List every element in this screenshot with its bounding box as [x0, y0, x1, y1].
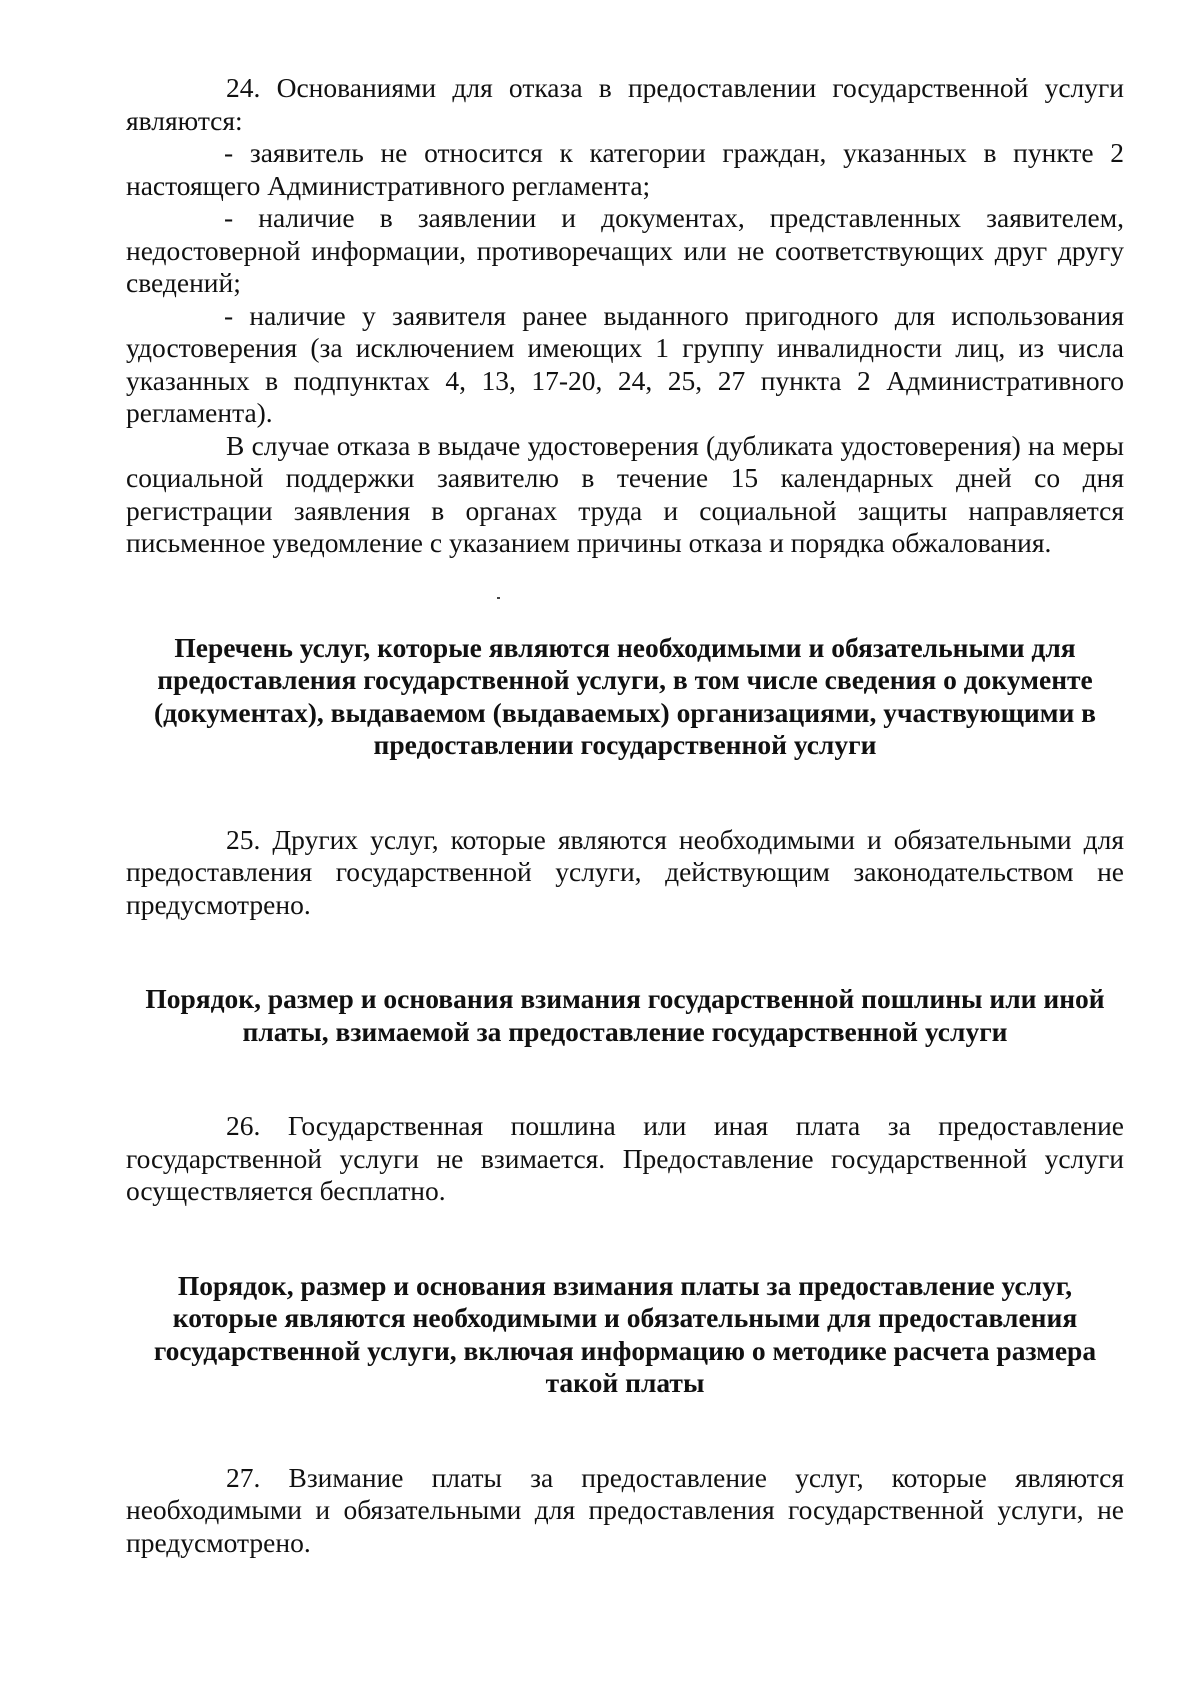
- document-page: [126, 72, 1124, 1559]
- heading-required-services: Перечень услуг, которые являются необходимыми и обязательными для предоставления государственной услуги, в том числе сведения о документе (документах), выдаваемом (выдаваемых) организациями, участвующими в предоставлении государственной услуги: [153, 631, 1097, 760]
- heading-state-fee: Порядок, размер и основания взимания государственной пошлины или иной платы, взимаемой за предоставление государственной услуги: [145, 983, 1105, 1047]
- section-27: 27. Взимание платы за предоставление услуг, которые являются необходимыми и обязательными для предоставления государственной услуги, не предусмотрено.: [126, 1461, 1124, 1558]
- section-24-item-2: - наличие в заявлении и документах, представленных заявителем, недостоверной информации, противоречащих или не соответствующих друг другу сведений;: [126, 202, 1124, 298]
- scan-speck: [497, 597, 500, 599]
- heading-payment-for-services: Порядок, размер и основания взимания платы за предоставление услуг, которые являются необходимыми и обязательными для предоставления государственной услуги, включая информацию о методике расчета размера такой платы: [153, 1269, 1097, 1398]
- spacer: [126, 1400, 1124, 1462]
- section-24-item-1: - заявитель не относится к категории граждан, указанных в пункте 2 настоящего Административного регламента;: [126, 137, 1124, 201]
- spacer: [126, 560, 1124, 632]
- spacer: [126, 762, 1124, 824]
- section-24-refusal-note: В случае отказа в выдаче удостоверения (дубликата удостоверения) на меры социальной поддержки заявителю в течение 15 календарных дней со дня регистрации заявления в органах труда и социальной защиты направляется письменное уведомление с указанием причины отказа и порядка обжалования.: [126, 429, 1124, 558]
- spacer: [126, 921, 1124, 983]
- spacer: [126, 1208, 1124, 1270]
- section-24-item-3: - наличие у заявителя ранее выданного пригодного для использования удостоверения (за исключением имеющих 1 группу инвалидности лиц, из числа указанных в подпунктах 4, 13, 17-20, 24, 25, 27 пункта 2 Административного регламента).: [126, 299, 1124, 428]
- spacer: [126, 1048, 1124, 1110]
- section-25: 25. Других услуг, которые являются необходимыми и обязательными для предоставления государственной услуги, действующим законодательством не предусмотрено.: [126, 823, 1124, 920]
- section-26: 26. Государственная пошлина или иная плата за предоставление государственной услуги не взимается. Предоставление государственной услуги осуществляется бесплатно.: [126, 1110, 1124, 1206]
- section-24-intro: 24. Основаниями для отказа в предоставлении государственной услуги являются:: [126, 72, 1124, 136]
